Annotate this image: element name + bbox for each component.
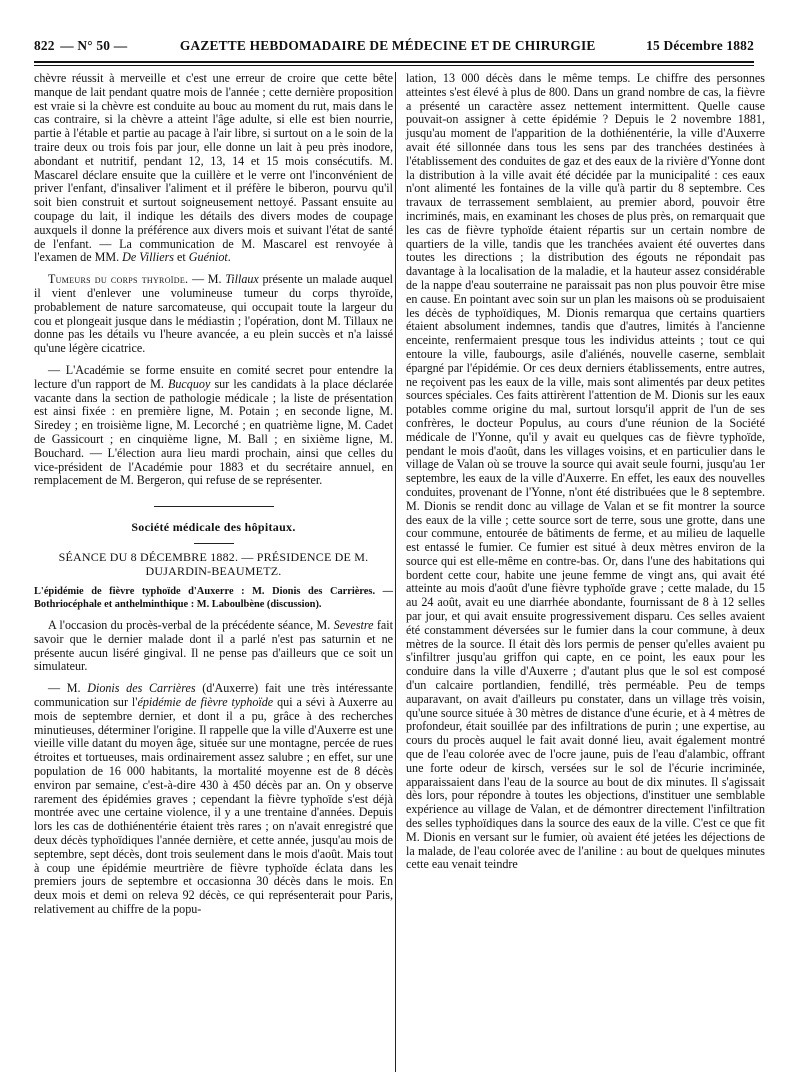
journal-title: GAZETTE HEBDOMADAIRE DE MÉDECINE ET DE CHIRURGIE (179, 38, 596, 53)
running-head (34, 38, 754, 60)
paragraph-academy-election: — L'Académie se forme ensuite en comité secret pour entendre la lecture d'un rapport de M. Bucquoy sur les candidats à la place déclarée vacante dans la section de pathologie médicale ; la liste de présentation est ainsi fixée : en première ligne, M. Potain ; en seconde ligne, M. Siredey ; en troisième ligne, M. Lecorché ; en quatrième ligne, M. Cadet de Gassicourt ; en cinquième ligne, M. Ball ; en sixième ligne, M. Bouchard. — L'élection aura lieu mardi prochain, ainsi que celles du vice-président de l'Académie pour 1883 et du secrétaire annuel, en remplacement de M. Bergeron, qui refuse de se représenter. (34, 362, 393, 488)
left-column (34, 72, 393, 917)
paragraph-thyroid-tumors: Tumeurs du corps thyroïde. — M. Tillaux présente un malade auquel il vient d'enlever une volumineuse tumeur du corps thyroïde, probablement de nature sarcomateuse, qui occupait toute la largeur du cou et plongeait jusque dans le médiastin ; l'opération, dont M. Tillaux ne donne pas les détails vu l'heure avancée, a eu plein succès et n'a laissé qu'une légère cicatrice. (34, 272, 393, 356)
society-title: Société médicale des hôpitaux. (131, 520, 296, 535)
column-divider (395, 72, 396, 1072)
right-column (406, 72, 765, 872)
session-heading: SÉANCE DU 8 DÉCEMBRE 1882. — PRÉSIDENCE DE M. DUJARDIN-BEAUMETZ. (58, 549, 369, 578)
paragraph-goat-milk: chèvre réussit à merveille et c'est une erreur de croire que cette bête manque de lait pendant quatre mois de l'année ; cette dernière proposition est vraie si la chèvre est conduite au bouc au moment du rut, mais dans le cas contraire, si la chèvre a atteint l'âge adulte, si elle est bien nourrie, partie à l'étable et partie au pacage à l'air libre, si surtout on a le soin de la traire deux ou trois fois par jour, elle donne un lait à peu près inodore, abondant et nutritif, pendant 12, 13, 14 et 15 mois consécutifs. M. Mascarel déclare ensuite que la cuillère et le verre ont l'inconvénient de priver l'enfant, d'insaliver l'aliment et il préfère le biberon, pourvu qu'il soit bien construit et surtout soigneusement nettoyé. Passant ensuite au coupage du lait, il indique les détails des divers modes de coupage auxquels il donne la préférence aux divers mois et suivant l'état de santé de l'enfant. — La communication de M. Mascarel est renvoyée à l'examen de MM. De Villiers et Guéniot. (34, 71, 393, 265)
issue-number: — N° 50 — (60, 38, 128, 53)
page-number: 822 (34, 38, 55, 53)
paragraph-typhoid-epidemic: — M. Dionis des Carrières (d'Auxerre) fait une très intéressante communication sur l'épidémie de fièvre typhoïde qui a sévi à Auxerre au mois de septembre dernier, et dont il a pu, grâce à des recherches minutieuses, déterminer l'origine. Il rappelle que la ville d'Auxerre est une vieille ville datant du moyen âge, située sur une montagne, percée de rues étroites et tortueuses, mais ordinairement assez salubre ; en effet, sur une population de 16 000 habitants, la mortalité moyenne est de 8 décès environ par semaine, c'est-à-dire 430 à 450 décès par an. On y observe rarement des épidémies graves ; cependant la fièvre typhoïde s'est déjà montrée avec une certaine violence, il y a une trentaine d'années. Depuis lors les cas de dothiénentérie étaient très rares ; on n'avait enregistré que deux décès typhoïdiques l'année dernière, et cette année, jusqu'au mois de septembre, sept décès, dont trois seulement dans le mois d'août. Mais tout à coup une épidémie meurtrière de fièvre typhoïde éclata dans les premiers jours de septembre et occasionna 30 décès dans le mois. En deux mois et demi on releva 92 décès, ce qui représenterait pour Paris, relativement au chiffre de la popu- (34, 681, 393, 917)
issue-date: 15 Décembre 1882 (646, 38, 754, 53)
header-rule (34, 61, 754, 66)
paragraph-minutes: A l'occasion du procès-verbal de la précédente séance, M. Sevestre fait savoir que le dernier malade dont il a parlé n'est pas saturnin et ne présente aucun liséré gingival. Il ne pense pas d'ailleurs que ce soit un simulateur. (34, 618, 393, 674)
session-summary: L'épidémie de fièvre typhoïde d'Auxerre : M. Dionis des Carrières. — Bothriocéphale et anthelminthique : M. Laboulbène (discussion). (34, 585, 393, 610)
section-heading: Tumeurs du corps thyroïde. (48, 272, 189, 287)
section-separator (154, 506, 274, 507)
title-rule (194, 543, 234, 544)
running-head-left (34, 38, 129, 54)
paragraph-epidemic-continued: lation, 13 000 décès dans le même temps. Le chiffre des personnes atteintes s'est élevé à plus de 800. Dans un grand nombre de cas, la fièvre a présenté un caractère assez nettement intermittent. Quelle cause pouvait-on assigner à cette épidémie ? Depuis le 2 novembre 1881, jusqu'au moment de l'apparition de la dothiénentérie, la ville d'Auxerre avait été sillonnée dans tous les sens par des tranchées destinées à l'établissement des conduites de gaz et des eaux de la rivière d'Yonne dont la distribution à la ville avait été décidée par la municipalité : ces eaux n'ont alimenté les fontaines de la ville qu'à partir du 8 septembre. Ces travaux de terrassement semblaient, au premier abord, pouvoir être incriminés, mais, en examinant les choses de plus près, on remarquait que les cas de fièvre typhoïde étaient répartis sur un certain nombre de quartiers de la ville, tandis que les tranchées avaient été ouvertes dans toutes les directions ; la distribution des égouts ne répondait pas davantage à la localisation de la maladie, et la hauteur assez considérable de la nappe d'eau souterraine ne paraissait pas non plus pouvoir être mise en cause. En pointant avec soin sur un plan les maisons où se produisaient les décès de typhoïdiques, M. Dionis remarqua que certains quartiers étaient absolument indemnes, tandis que d'autres, limités à l'ancienne enceinte, renfermaient presque tous les individus atteints ; tout ce qui entoure la ville, faubourgs, asile d'aliénés, nouvelle caserne, semblait épargné par l'épidémie. Or ces deux derniers établissements, entre autres, ne reçoivent pas les eaux de la ville, mais sont alimentés par deux petites sources spéciales. Ces faits attirèrent l'attention de M. Dionis sur les eaux potables comme origine du mal, surtout lorsqu'il apprit de l'un de ses confrères, le docteur Populus, au cours d'une réunion de la Société médicale de l'Yonne, qu'il y avait eu quelques cas de fièvre typhoïde, pendant le mois d'août, dans les villages voisins, et en particulier dans le village de Valan où se trouve la source qui avait seule fourni, jusqu'au 1er septembre, les eaux de la ville d'Auxerre. En effet, les eaux des nouvelles conduites, provenant de l'Yonne, n'ont été distribuées que le 8 septembre. M. Dionis se rendit donc au village de Valan et se fit montrer la source des eaux de la ville ; cette source sort de terre, sous une grotte, dans une cour commune, entourée de bâtiments de ferme, et au milieu de laquelle est entassé le fumier. Ce fumier est situé à deux mètres environ de la source qui est elle-même en contre-bas. Or, dans l'une des habitations qui bordent cette cour, habite une jeune femme de vingt ans, qui avait été atteinte au mois d'août d'une fièvre typhoïde grave ; cette malade, du 15 au 24 août, avait eu une diarrhée abondante, fournissant de 8 à 12 selles par jour, et qui avait ensuite progressivement disparu. Ces selles avaient été constamment déversées sur le fumier dans la cour commune, à deux mètres de la source. Il était dès lors permis de penser qu'elles avaient pu s'infiltrer jusqu'au griffon qui capte, en ce point, les eaux pour les conduire dans la ville d'Auxerre ; d'autant plus que le sol est composé d'un calcaire portlandien, fendillé, très perméable. Peu de temps auparavant, on avait d'ailleurs pu constater, dans un village très voisin, qu'une source située à 30 mètres de distance d'une écurie, et à 4 mètres de profondeur, était souillée par des infiltrations de purin ; une expertise, au cours du procès auquel le fait avait donné lieu, avait également montré que de l'eau colorée avec de l'ocre jaune, puis de l'eau d'alambic, offrant une forte odeur de kirsch, versées sur le sol de l'écurie incriminée, apparaissaient dans l'eau de la source au bout de dix minutes. Il s'agissait dès lors, pour répondre à toutes les objections, d'instituer une semblable expérience au village de Valan, et de démontrer directement l'infiltration des selles typhoïdiques dans la source des eaux de la ville. C'est ce que fit M. Dionis en versant sur le fumier, où avaient été jetées les déjections de la malade, de l'eau colorée avec de l'aniline : au bout de quelques minutes cette eau venait teindre (406, 71, 765, 872)
